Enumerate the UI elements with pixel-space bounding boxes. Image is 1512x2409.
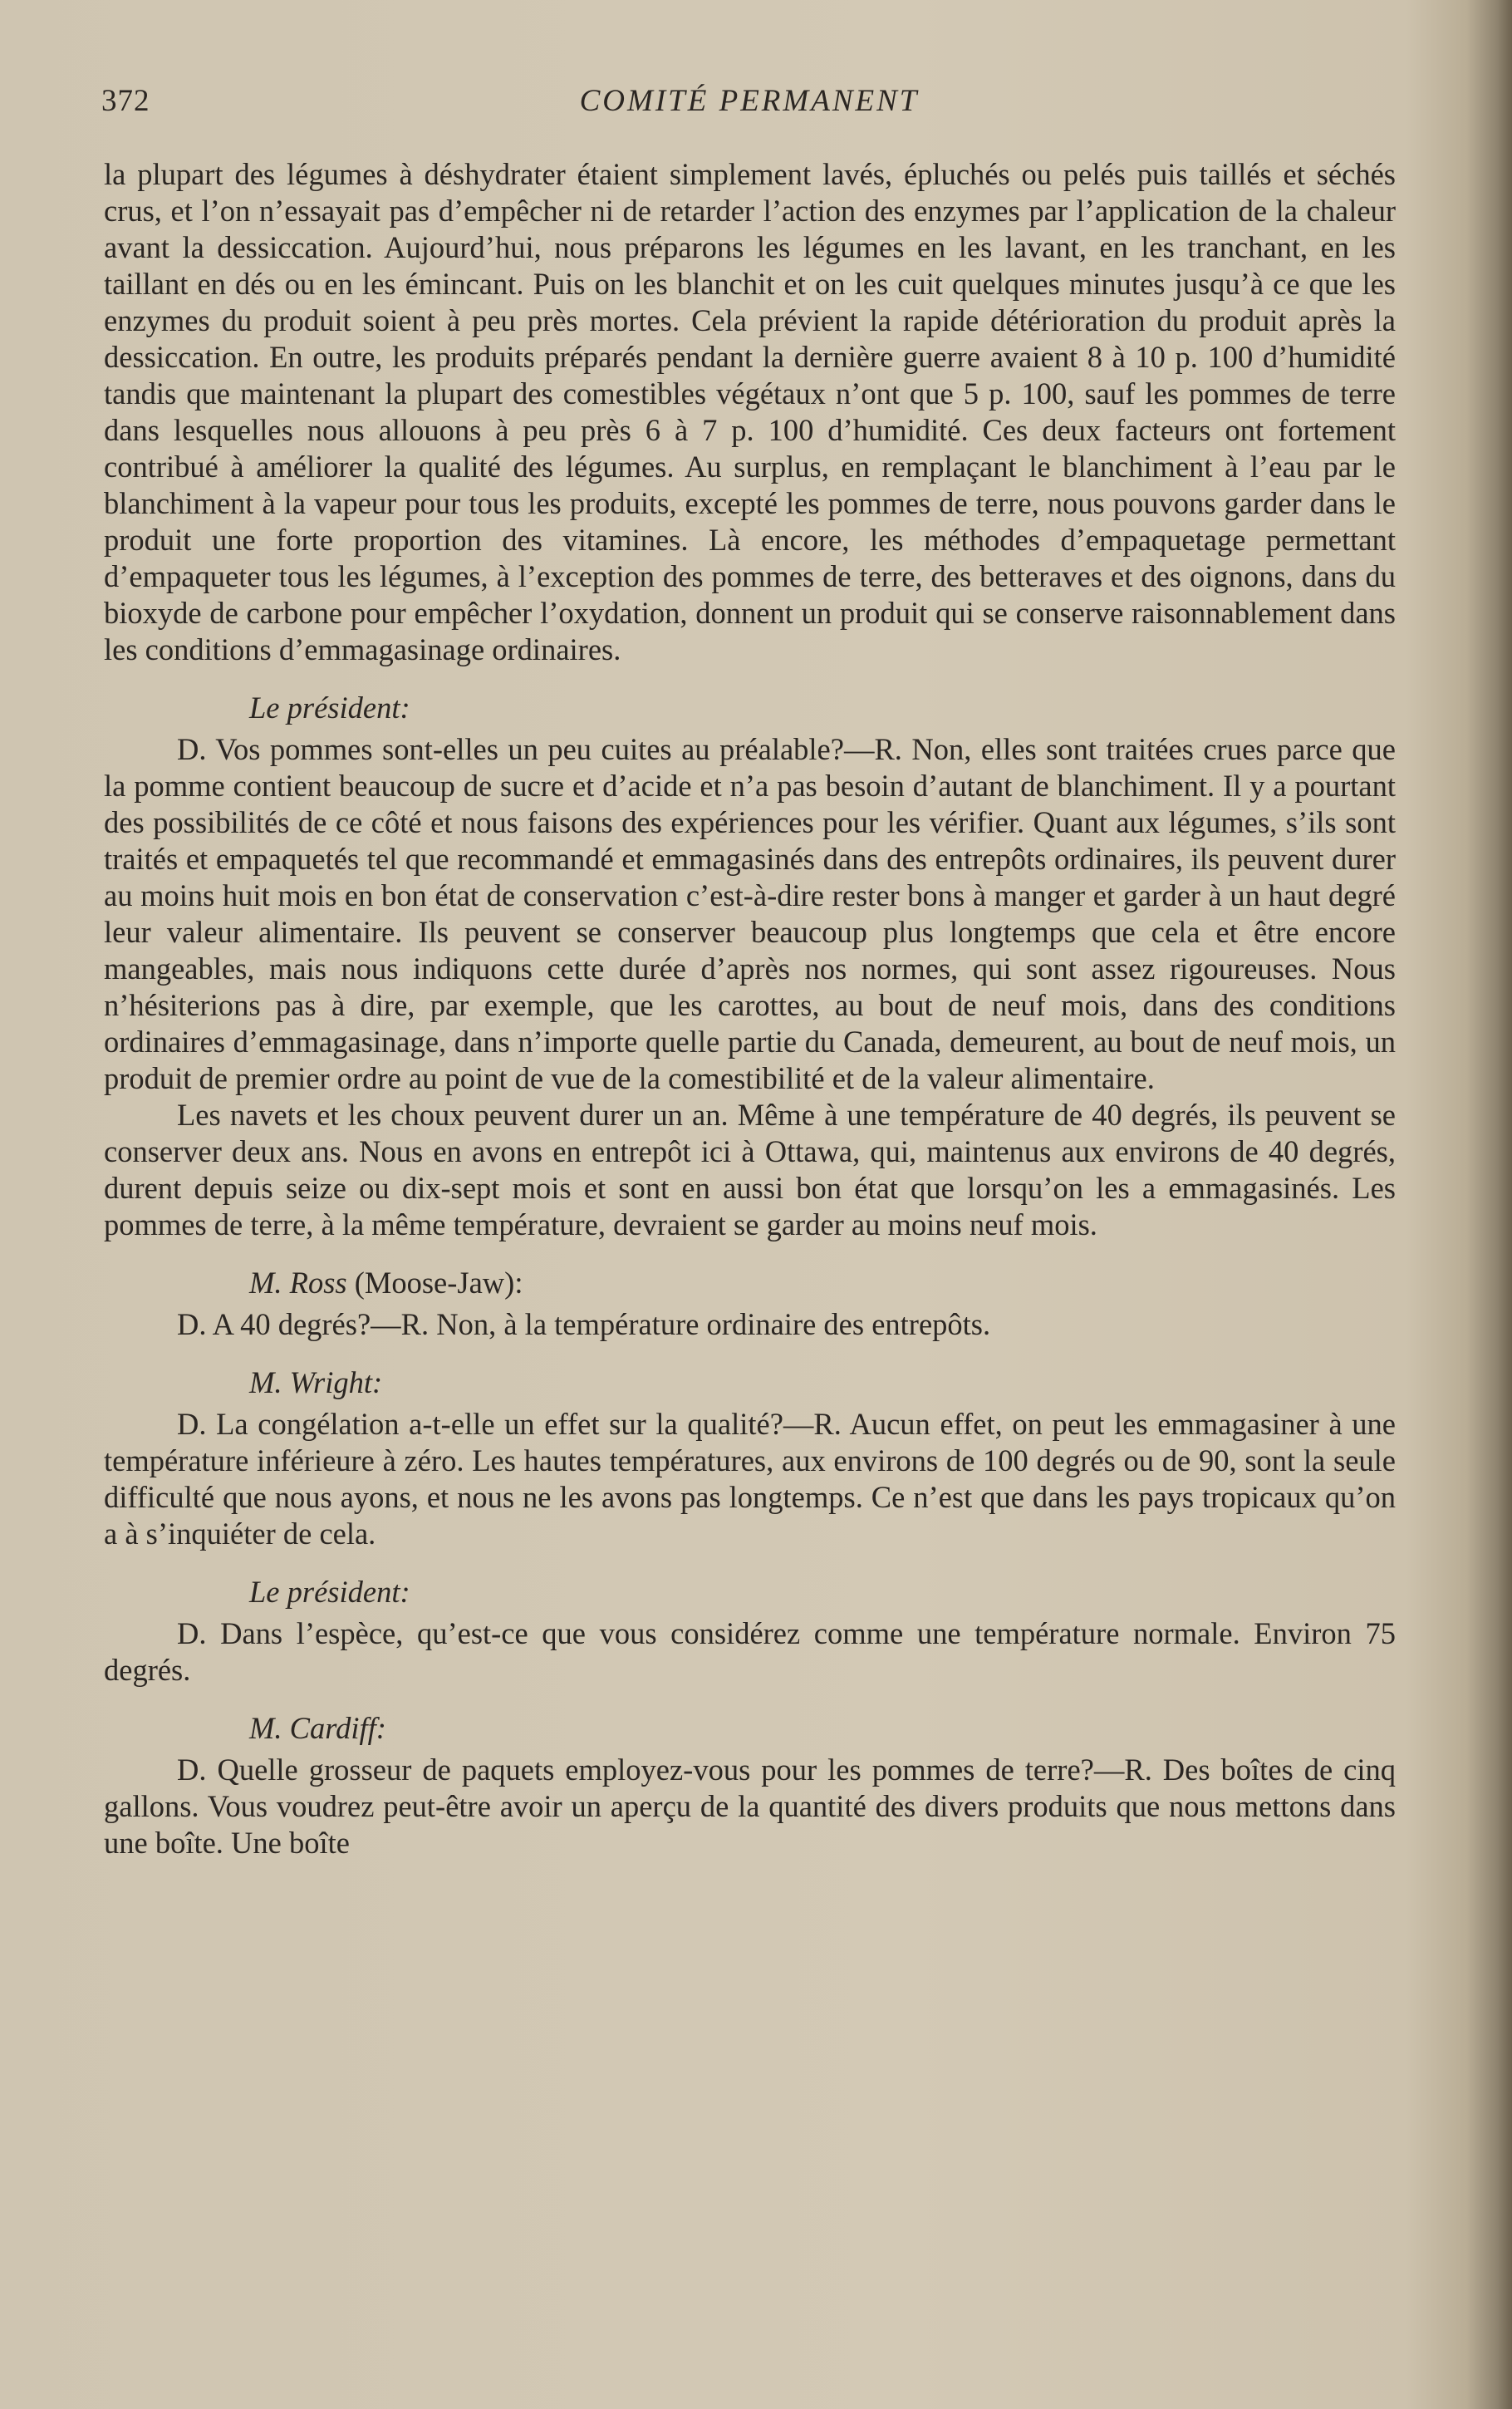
speaker-label	[104, 1265, 1396, 1301]
speaker-name: Le président:	[249, 691, 410, 725]
paragraph: D. Dans l’espèce, qu’est-ce que vous considérez comme une température normale. Environ 75 degrés.	[104, 1616, 1396, 1687]
speaker-label	[104, 690, 1396, 726]
paragraph: D. A 40 degrés?—R. Non, à la température ordinaire des entrepôts.	[177, 1307, 991, 1341]
page-number: 372	[101, 84, 150, 118]
document-body	[104, 156, 1396, 1861]
running-head: COMITÉ PERMANENT	[579, 84, 920, 118]
speaker-label	[104, 1364, 1396, 1401]
paragraph: D. La congélation a-t-elle un effet sur la qualité?—R. Aucun effet, on peut les emmagasiner à une température inférieure à zéro. Les hautes températures, aux environs de 100 degrés ou de 90, sont la seule difficulté que nous ayons, et nous ne les avons pas longtemps. Ce n’est que dans les pays tropicaux qu’on a à s’inquiéter de cela.	[104, 1407, 1396, 1551]
paragraph: D. Vos pommes sont-elles un peu cuites au préalable?—R. Non, elles sont traitées crues parce que la pomme contient beaucoup de sucre et d’acide et n’a pas besoin d’autant de blanchiment. Il y a pourtant des possibilités de ce côté et nous faisons des expériences pour les vérifier. Quant aux légumes, s’ils sont traités et empaquetés tel que recommandé et emmagasinés dans des entrepôts ordinaires, ils peuvent durer au moins huit mois en bon état de conservation c’est-à-dire rester bons à manger et garder à un haut degré leur valeur alimentaire. Ils peuvent se conserver beaucoup plus longtemps que cela et être encore mangeables, mais nous indiquons cette durée d’après nos normes, qui sont assez rigoureuses. Nous n’hésiterions pas à dire, par exemple, que les carottes, au bout de neuf mois, dans des conditions ordinaires d’emmagasinage, dans n’importe quelle partie du Canada, demeurent, au bout de neuf mois, un produit de premier ordre au point de vue de la comestibilité et de la valeur alimentaire.	[104, 732, 1396, 1095]
speaker-label	[104, 1710, 1396, 1747]
speaker-name: M. Cardiff:	[249, 1711, 386, 1745]
speaker-name: Le président:	[249, 1575, 410, 1609]
speaker-name: M. Ross	[249, 1266, 347, 1300]
paragraph: la plupart des légumes à déshydrater étaient simplement lavés, épluchés ou pelés puis taillés et séchés crus, et l’on n’essayait pas d’empêcher ni de retarder l’action des enzymes par l’application de la chaleur avant la dessiccation. Aujourd’hui, nous préparons les légumes en les lavant, en les tranchant, en les taillant en dés ou en les émincant. Puis on les blanchit et on les cuit quelques minutes jusqu’à ce que les enzymes du produit soient à peu près mortes. Cela prévient la rapide détérioration du produit après la dessiccation. En outre, les produits préparés pendant la dernière guerre avaient 8 à 10 p. 100 d’humidité tandis que maintenant la plupart des comestibles végétaux n’ont que 5 p. 100, sauf les pommes de terre dans lesquelles nous allouons à peu près 6 à 7 p. 100 d’humidité. Ces deux facteurs ont fortement contribué à améliorer la qualité des légumes. Au surplus, en remplaçant le blanchiment à l’eau par le blanchiment à la vapeur pour tous les produits, excepté les pommes de terre, nous pouvons garder dans le produit une forte proportion des vitamines. Là encore, les méthodes d’empaquetage permettant d’empaqueter tous les légumes, à l’exception des pommes de terre, des betteraves et des oignons, dans du bioxyde de carbone pour empêcher l’oxydation, donnent un produit qui se conserve raisonnablement dans les conditions d’emmagasinage ordinaires.	[104, 157, 1396, 666]
speaker-label	[104, 1574, 1396, 1610]
page-header	[101, 83, 1397, 133]
paragraph: Les navets et les choux peuvent durer un an. Même à une température de 40 degrés, ils peuvent se conserver deux ans. Nous en avons en entrepôt ici à Ottawa, qui, maintenus aux environs de 40 degrés, durent depuis seize ou dix-sept mois et sont en aussi bon état que lorsqu’on les a emmagasinés. Les pommes de terre, à la même température, devraient se garder au moins neuf mois.	[104, 1098, 1396, 1241]
paragraph: D. Quelle grosseur de paquets employez-vous pour les pommes de terre?—R. Des boîtes de cinq gallons. Vous voudrez peut-être avoir un aperçu de la quantité des divers produits que nous mettons dans une boîte. Une boîte	[104, 1753, 1396, 1860]
speaker-riding: (Moose-Jaw):	[346, 1266, 523, 1300]
speaker-name: M. Wright:	[249, 1365, 383, 1399]
